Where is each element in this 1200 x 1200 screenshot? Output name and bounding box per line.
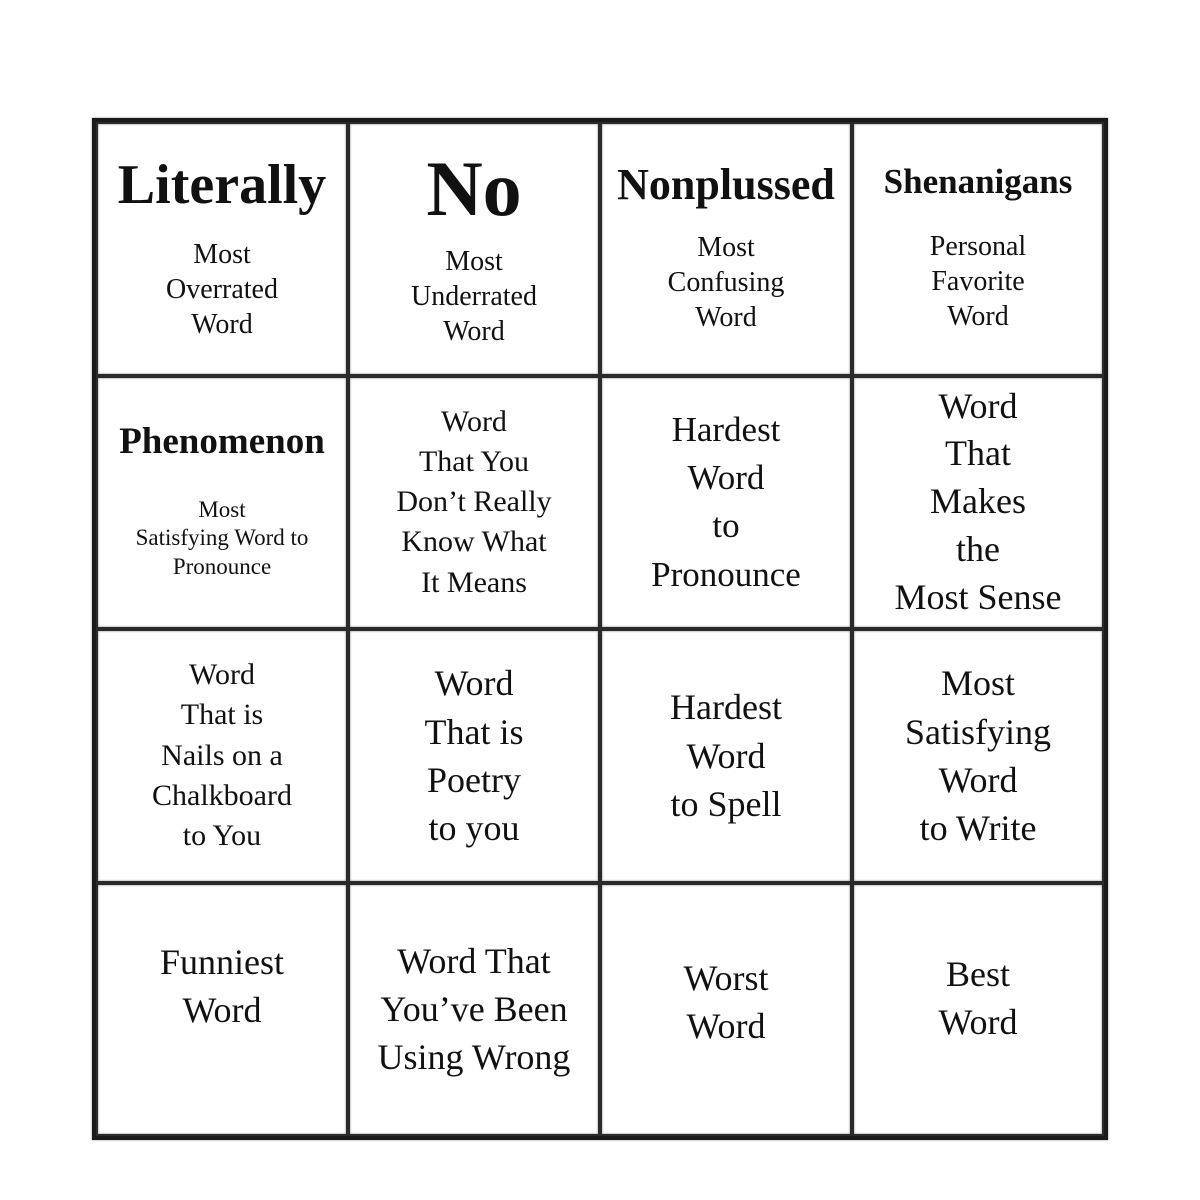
- cell-category: Funniest Word: [159, 942, 284, 1031]
- bingo-cell[interactable]: [348, 629, 600, 883]
- cell-category: Word That is Poetry to you: [424, 663, 524, 848]
- cell-category: Worst Word: [683, 958, 769, 1047]
- cell-headline: Literally: [117, 153, 327, 216]
- cell-category: Word That You’ve Been Using Wrong: [377, 940, 571, 1078]
- cell-category: Most Satisfying Word to Pronounce: [135, 496, 309, 580]
- bingo-cell[interactable]: [96, 376, 348, 630]
- cell-category: Most Confusing Word: [667, 232, 785, 334]
- bingo-cell[interactable]: [600, 376, 852, 630]
- bingo-cell[interactable]: [600, 629, 852, 883]
- cell-headline: No: [426, 145, 522, 233]
- bingo-cell[interactable]: [96, 122, 348, 376]
- cell-category: Hardest Word to Spell: [670, 687, 782, 824]
- bingo-cell[interactable]: [348, 122, 600, 376]
- cell-headline: Shenanigans: [883, 161, 1073, 201]
- bingo-cell[interactable]: [852, 629, 1104, 883]
- bingo-cell[interactable]: [96, 629, 348, 883]
- cell-category: Word That is Nails on a Chalkboard to You: [152, 658, 292, 853]
- cell-category: Most Satisfying Word to Write: [904, 663, 1051, 848]
- bingo-cell[interactable]: [852, 376, 1104, 630]
- bingo-cell[interactable]: [348, 883, 600, 1137]
- bingo-cell[interactable]: [600, 883, 852, 1137]
- cell-headline: Nonplussed: [617, 160, 835, 210]
- bingo-cell[interactable]: [600, 122, 852, 376]
- bingo-cell[interactable]: [96, 883, 348, 1137]
- cell-category: Best Word: [938, 954, 1018, 1043]
- cell-category: Hardest Word to Pronounce: [651, 409, 801, 594]
- cell-category: Most Underrated Word: [411, 246, 537, 348]
- cell-category: Word That Makes the Most Sense: [894, 385, 1062, 618]
- cell-category: Most Overrated Word: [166, 238, 278, 340]
- bingo-card: [92, 118, 1108, 1140]
- cell-headline: Phenomenon: [119, 420, 325, 462]
- bingo-cell[interactable]: [852, 883, 1104, 1137]
- cell-category: Personal Favorite Word: [929, 230, 1027, 332]
- bingo-cell[interactable]: [348, 376, 600, 630]
- bingo-cell[interactable]: [852, 122, 1104, 376]
- cell-category: Word That You Don’t Really Know What It Means: [396, 404, 552, 599]
